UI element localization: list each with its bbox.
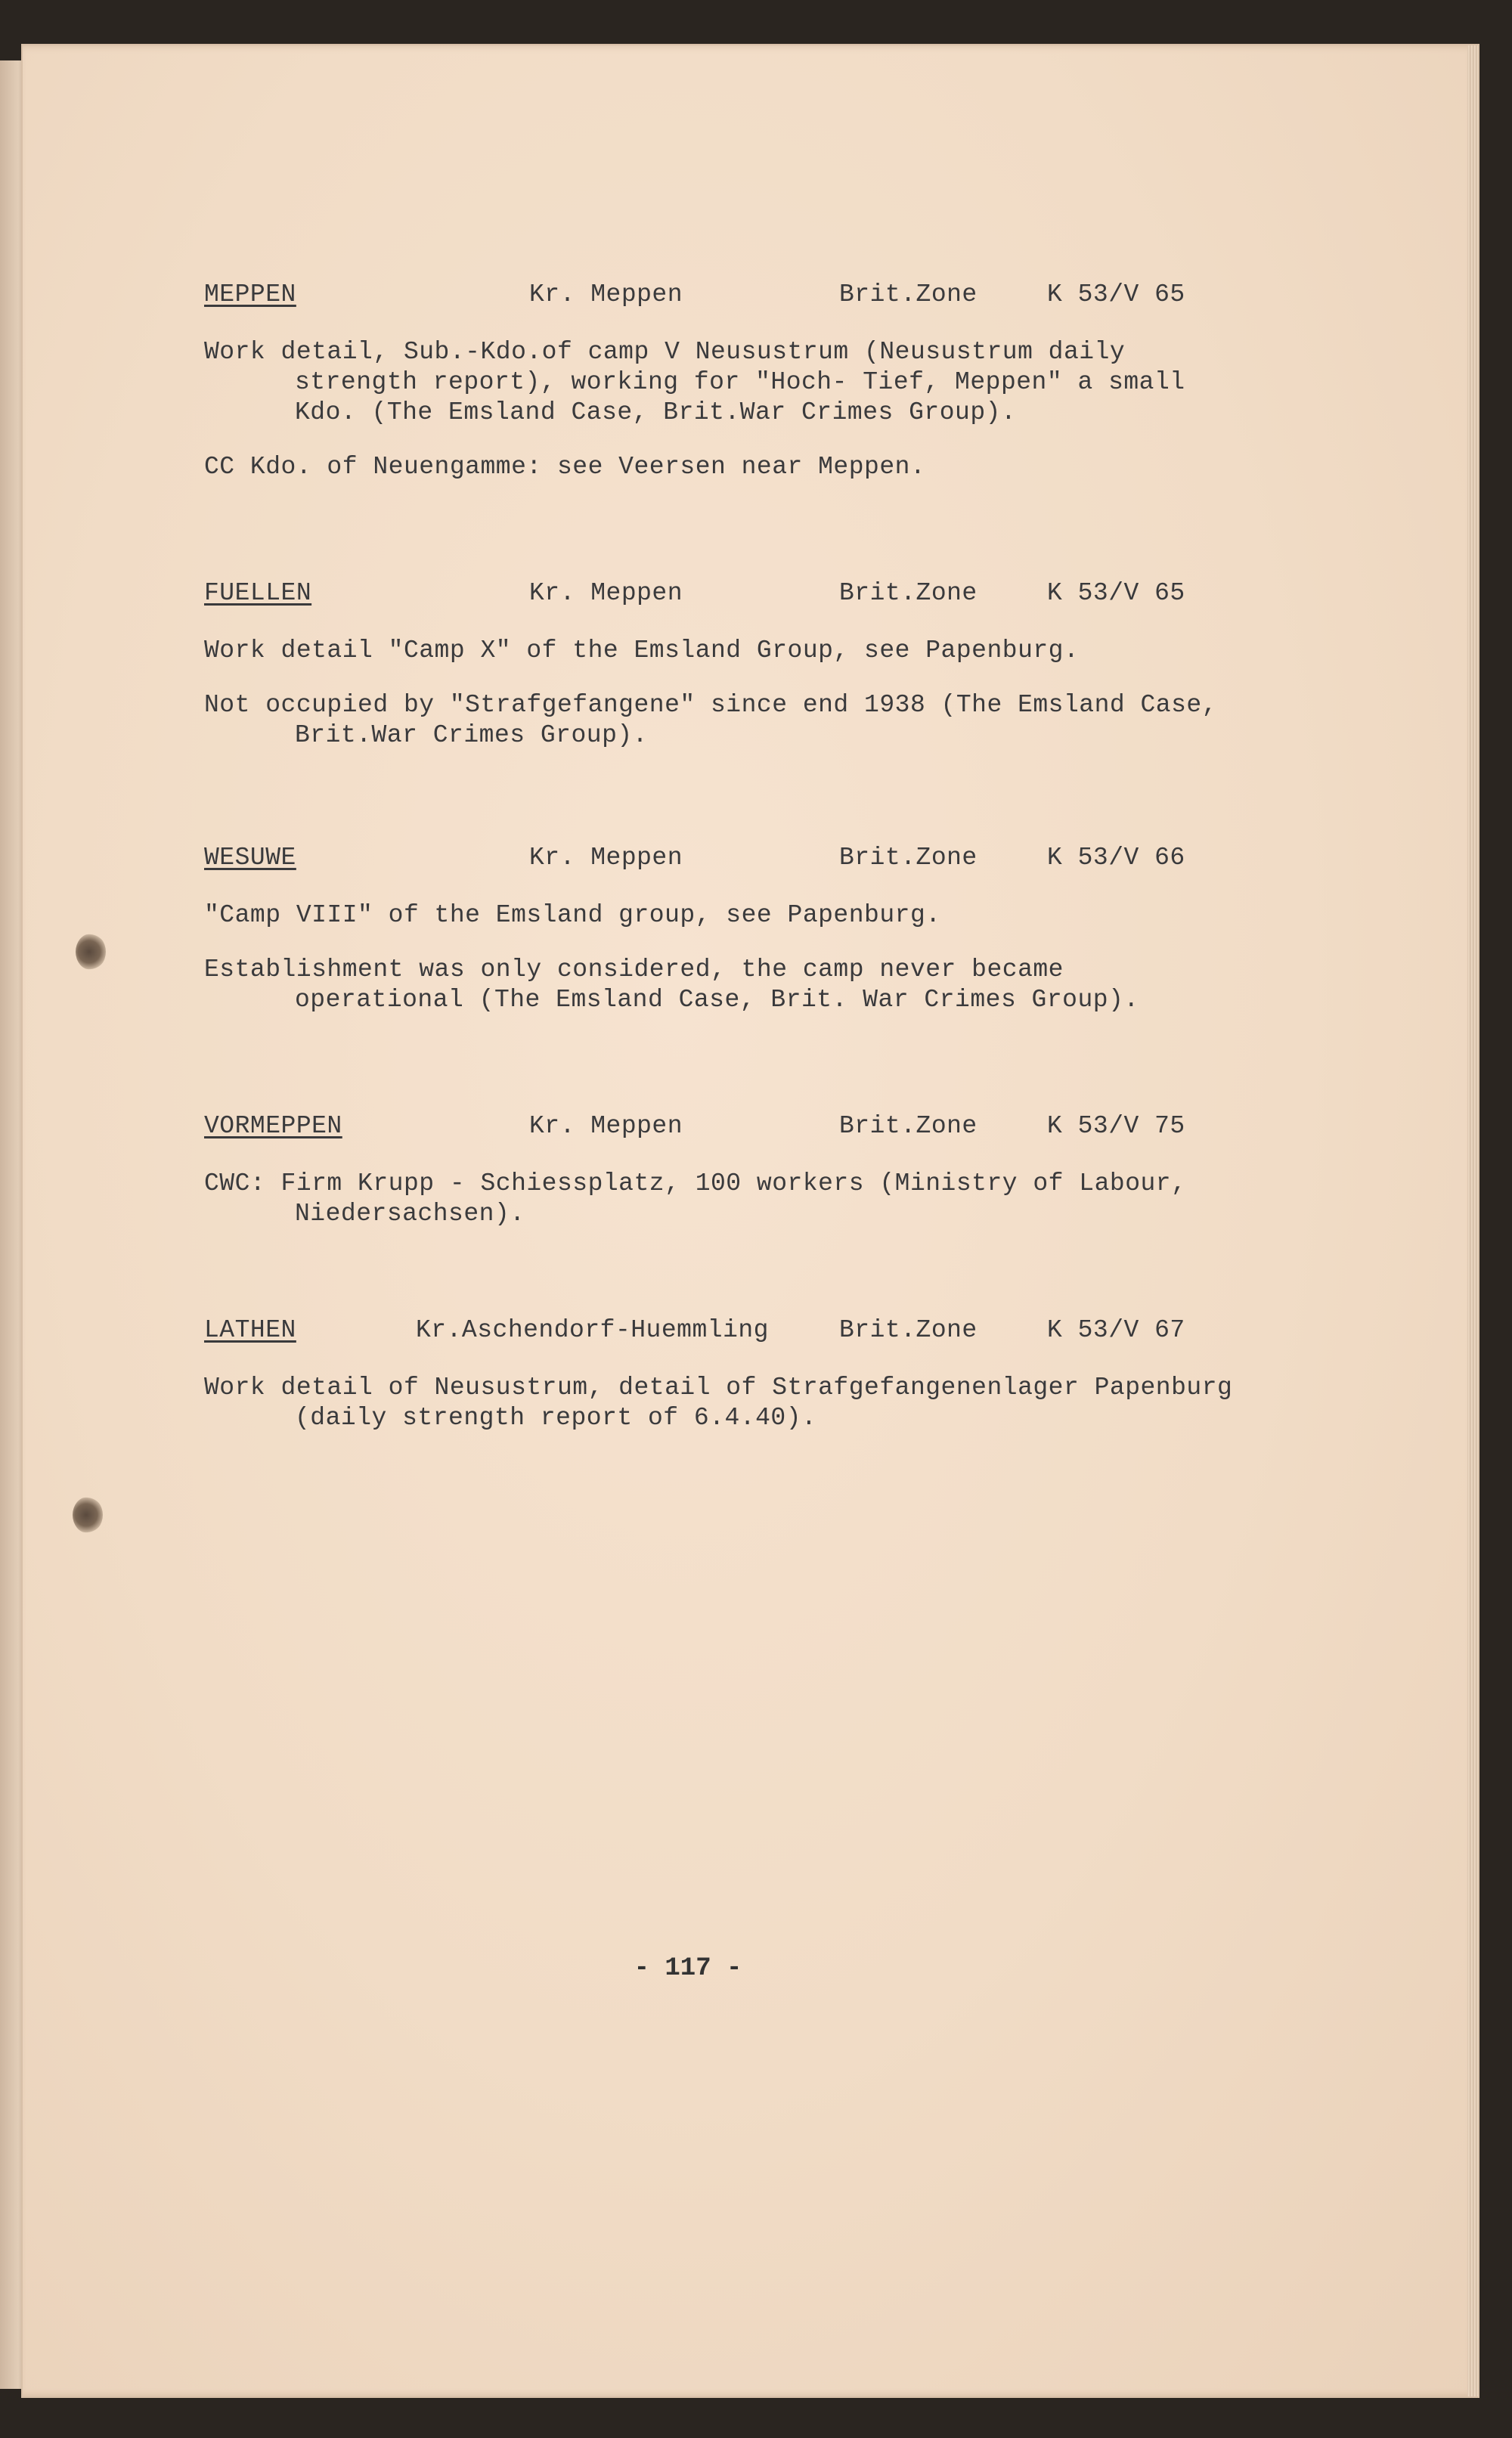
zone: Brit.Zone xyxy=(839,579,978,607)
entry-paragraph: CWC: Firm Krupp - Schiessplatz, 100 workers (Ministry of Labour, Niedersachsen). xyxy=(204,1169,1202,1228)
district: Kr. Meppen xyxy=(529,844,683,872)
reference-code: K 53/V 66 xyxy=(1047,844,1185,872)
district: Kr.Aschendorf-Huemmling xyxy=(416,1316,769,1344)
zone: Brit.Zone xyxy=(839,1316,978,1344)
entry-header xyxy=(204,1315,1232,1349)
zone: Brit.Zone xyxy=(839,280,978,308)
zone: Brit.Zone xyxy=(839,1112,978,1140)
entry-paragraph: Work detail of Neusustrum, detail of Strafgefangenenlager Papenburg (daily strength report of 6.4.40). xyxy=(204,1374,1248,1432)
entry-header xyxy=(204,280,1232,313)
entry-paragraph: Not occupied by "Strafgefangene" since end 1938 (The Emsland Case, Brit.War Crimes Group). xyxy=(204,691,1233,749)
entry-meppen xyxy=(204,280,1232,482)
entry-header xyxy=(204,1111,1232,1145)
zone: Brit.Zone xyxy=(839,844,978,872)
reference-code: K 53/V 67 xyxy=(1047,1316,1185,1344)
entry-paragraph: CC Kdo. of Neuengamme: see Veersen near Meppen. xyxy=(204,453,926,481)
entry-wesuwe xyxy=(204,843,1232,1015)
entry-fuellen xyxy=(204,578,1232,751)
place-name: VORMEPPEN xyxy=(204,1112,342,1140)
page-stack-edge xyxy=(1467,45,1478,2396)
district: Kr. Meppen xyxy=(529,1112,683,1140)
entry-paragraph: Work detail "Camp X" of the Emsland Group, see Papenburg. xyxy=(204,637,1080,664)
place-name: MEPPEN xyxy=(204,280,296,308)
reference-code: K 53/V 65 xyxy=(1047,579,1185,607)
punch-hole xyxy=(76,934,106,970)
reference-code: K 53/V 65 xyxy=(1047,280,1185,308)
entry-vormeppen xyxy=(204,1111,1232,1229)
entry-header xyxy=(204,578,1232,612)
page-number: - 117 - xyxy=(634,1954,742,1983)
punch-hole xyxy=(73,1497,103,1533)
entry-lathen xyxy=(204,1315,1248,1433)
place-name: FUELLEN xyxy=(204,579,312,607)
entry-paragraph: "Camp VIII" of the Emsland group, see Papenburg. xyxy=(204,901,941,929)
reference-code: K 53/V 75 xyxy=(1047,1112,1185,1140)
district: Kr. Meppen xyxy=(529,579,683,607)
entry-paragraph: Establishment was only considered, the camp never became operational (The Emsland Case, Brit. War Crimes Group). xyxy=(204,956,1139,1014)
entry-paragraph: Work detail, Sub.-Kdo.of camp V Neusustrum (Neusustrum daily strength report), working for "Hoch- Tief, Meppen" a small Kdo. (The Emsland Case, Brit.War Crimes Group). xyxy=(204,338,1201,426)
district: Kr. Meppen xyxy=(529,280,683,308)
entry-header xyxy=(204,843,1232,876)
place-name: WESUWE xyxy=(204,844,296,872)
place-name: LATHEN xyxy=(204,1316,296,1344)
